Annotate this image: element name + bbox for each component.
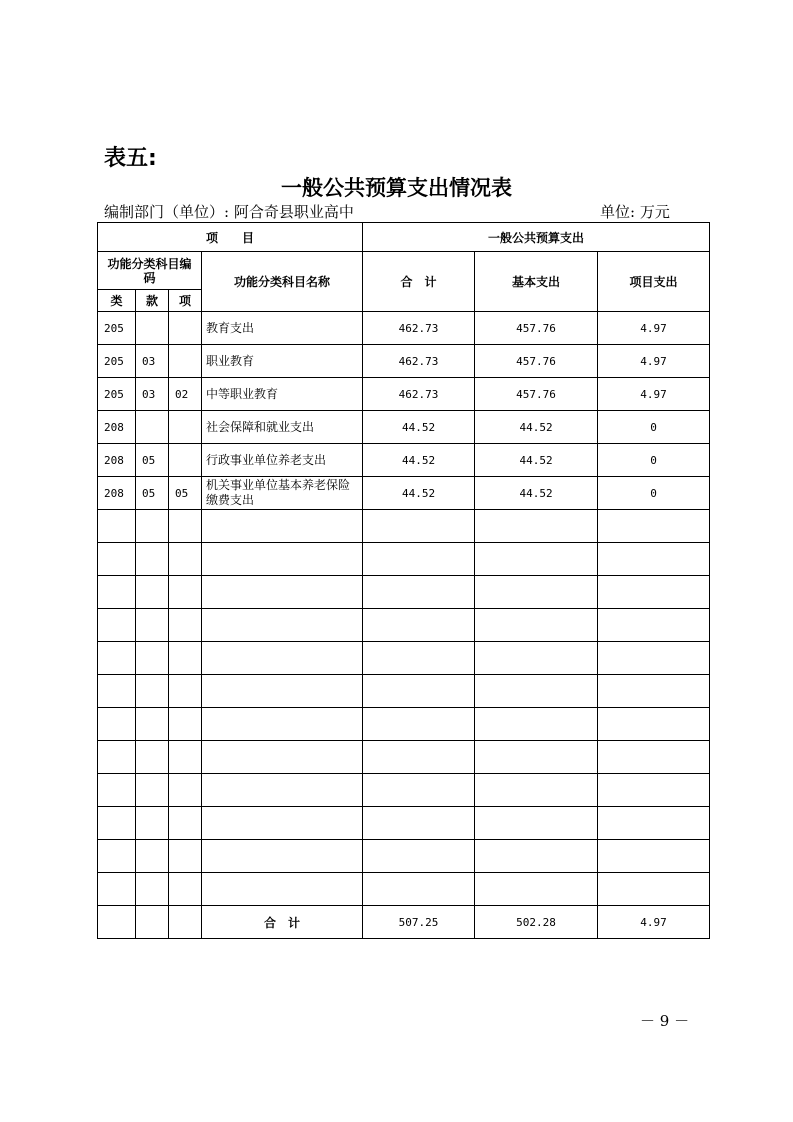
empty-cell <box>202 576 363 609</box>
table-row <box>98 312 710 345</box>
empty-cell <box>169 741 202 774</box>
empty-cell <box>136 873 169 906</box>
empty-row <box>98 840 710 873</box>
empty-cell <box>202 642 363 675</box>
table-row <box>98 444 710 477</box>
empty-cell <box>98 807 136 840</box>
basic-cell: 44.52 <box>475 411 598 444</box>
empty-cell <box>475 708 598 741</box>
empty-cell <box>475 675 598 708</box>
empty-cell <box>169 510 202 543</box>
empty-cell <box>169 675 202 708</box>
empty-cell <box>202 807 363 840</box>
empty-cell <box>475 741 598 774</box>
lei-cell: 208 <box>98 477 136 510</box>
empty-cell <box>202 675 363 708</box>
project-header: 项 目 <box>98 223 363 252</box>
prepared-by: 编制部门（单位）: 阿合奇县职业高中 <box>104 203 354 221</box>
empty-cell <box>169 774 202 807</box>
empty-cell <box>363 708 475 741</box>
kuan-cell <box>136 312 169 345</box>
func-name-cell: 职业教育 <box>202 345 363 378</box>
empty-cell <box>98 741 136 774</box>
project-exp-header: 项目支出 <box>598 252 710 312</box>
lei-cell: 205 <box>98 378 136 411</box>
project-cell: 0 <box>598 477 710 510</box>
total-header: 合 计 <box>363 252 475 312</box>
empty-cell <box>202 708 363 741</box>
empty-cell <box>475 774 598 807</box>
empty-cell <box>202 741 363 774</box>
empty-cell <box>475 840 598 873</box>
empty-cell <box>136 840 169 873</box>
empty-cell <box>169 807 202 840</box>
empty-cell <box>598 741 710 774</box>
unit-label: 单位: 万元 <box>600 203 670 221</box>
empty-cell <box>475 642 598 675</box>
empty-row <box>98 873 710 906</box>
total-cell: 462.73 <box>363 312 475 345</box>
xiang-header: 项 <box>169 290 202 312</box>
xiang-cell <box>169 411 202 444</box>
total-cell: 44.52 <box>363 477 475 510</box>
empty-cell <box>598 708 710 741</box>
project-cell: 4.97 <box>598 378 710 411</box>
empty-row <box>98 576 710 609</box>
empty-cell <box>598 543 710 576</box>
empty-cell <box>598 609 710 642</box>
empty-cell <box>169 708 202 741</box>
empty-cell <box>598 675 710 708</box>
xiang-cell <box>169 345 202 378</box>
xiang-cell <box>169 312 202 345</box>
table-label: 表五: <box>104 146 157 171</box>
empty-cell <box>136 708 169 741</box>
table-row <box>98 411 710 444</box>
empty-cell <box>598 774 710 807</box>
empty-cell <box>202 873 363 906</box>
empty-cell <box>136 576 169 609</box>
empty-cell <box>98 774 136 807</box>
basic-cell: 457.76 <box>475 312 598 345</box>
empty-cell <box>598 642 710 675</box>
empty-cell <box>363 873 475 906</box>
basic-cell: 44.52 <box>475 477 598 510</box>
empty-cell <box>98 708 136 741</box>
empty-cell <box>598 807 710 840</box>
func-name-cell: 社会保障和就业支出 <box>202 411 363 444</box>
empty-cell <box>363 840 475 873</box>
func-name-cell: 机关事业单位基本养老保险缴费支出 <box>202 477 363 510</box>
empty-cell <box>363 609 475 642</box>
summary-row <box>98 906 710 939</box>
func-code-header: 功能分类科目编码 <box>98 252 202 290</box>
empty-cell <box>136 807 169 840</box>
empty-cell <box>475 510 598 543</box>
empty-cell <box>136 906 169 939</box>
empty-cell <box>475 807 598 840</box>
func-name-cell: 中等职业教育 <box>202 378 363 411</box>
table-row <box>98 345 710 378</box>
total-cell: 44.52 <box>363 444 475 477</box>
empty-cell <box>136 609 169 642</box>
empty-row <box>98 543 710 576</box>
kuan-header: 款 <box>136 290 169 312</box>
total-cell: 44.52 <box>363 411 475 444</box>
empty-cell <box>136 774 169 807</box>
empty-cell <box>475 576 598 609</box>
empty-cell <box>598 576 710 609</box>
empty-cell <box>475 609 598 642</box>
page-number: － 9 － <box>640 1012 690 1030</box>
empty-cell <box>363 543 475 576</box>
empty-cell <box>98 543 136 576</box>
empty-row <box>98 774 710 807</box>
header-row-2 <box>98 252 710 290</box>
empty-cell <box>169 576 202 609</box>
summary-project: 4.97 <box>598 906 710 939</box>
empty-cell <box>363 774 475 807</box>
empty-cell <box>136 510 169 543</box>
xiang-cell <box>169 444 202 477</box>
kuan-cell: 03 <box>136 378 169 411</box>
lei-cell: 208 <box>98 444 136 477</box>
summary-label: 合 计 <box>202 906 363 939</box>
empty-cell <box>169 543 202 576</box>
kuan-cell: 05 <box>136 477 169 510</box>
total-cell: 462.73 <box>363 378 475 411</box>
empty-row <box>98 675 710 708</box>
empty-cell <box>169 609 202 642</box>
empty-cell <box>98 576 136 609</box>
project-cell: 0 <box>598 444 710 477</box>
budget-table <box>97 222 710 939</box>
empty-row <box>98 510 710 543</box>
summary-basic: 502.28 <box>475 906 598 939</box>
table-row <box>98 477 710 510</box>
empty-cell <box>202 774 363 807</box>
empty-cell <box>136 741 169 774</box>
project-cell: 0 <box>598 411 710 444</box>
empty-cell <box>202 840 363 873</box>
empty-cell <box>98 873 136 906</box>
empty-cell <box>136 642 169 675</box>
empty-cell <box>475 873 598 906</box>
empty-row <box>98 741 710 774</box>
project-cell: 4.97 <box>598 345 710 378</box>
func-name-header: 功能分类科目名称 <box>202 252 363 312</box>
basic-header: 基本支出 <box>475 252 598 312</box>
lei-cell: 208 <box>98 411 136 444</box>
kuan-cell: 03 <box>136 345 169 378</box>
basic-cell: 457.76 <box>475 378 598 411</box>
empty-cell <box>98 642 136 675</box>
empty-cell <box>202 510 363 543</box>
table-row <box>98 378 710 411</box>
empty-cell <box>475 543 598 576</box>
empty-cell <box>169 873 202 906</box>
empty-cell <box>202 543 363 576</box>
lei-cell: 205 <box>98 345 136 378</box>
empty-cell <box>98 906 136 939</box>
empty-cell <box>598 510 710 543</box>
func-name-cell: 教育支出 <box>202 312 363 345</box>
empty-cell <box>98 609 136 642</box>
header-row-1 <box>98 223 710 252</box>
empty-cell <box>169 840 202 873</box>
empty-cell <box>363 675 475 708</box>
lei-header: 类 <box>98 290 136 312</box>
empty-row <box>98 708 710 741</box>
total-cell: 462.73 <box>363 345 475 378</box>
empty-row <box>98 642 710 675</box>
empty-cell <box>363 807 475 840</box>
summary-total: 507.25 <box>363 906 475 939</box>
empty-cell <box>598 873 710 906</box>
page-title: 一般公共预算支出情况表 <box>281 176 512 200</box>
empty-cell <box>598 840 710 873</box>
empty-cell <box>363 510 475 543</box>
empty-cell <box>98 675 136 708</box>
empty-cell <box>136 543 169 576</box>
empty-cell <box>169 906 202 939</box>
empty-row <box>98 609 710 642</box>
general-budget-header: 一般公共预算支出 <box>363 223 710 252</box>
empty-cell <box>363 576 475 609</box>
basic-cell: 44.52 <box>475 444 598 477</box>
project-cell: 4.97 <box>598 312 710 345</box>
kuan-cell <box>136 411 169 444</box>
xiang-cell: 05 <box>169 477 202 510</box>
empty-row <box>98 807 710 840</box>
empty-cell <box>136 675 169 708</box>
lei-cell: 205 <box>98 312 136 345</box>
kuan-cell: 05 <box>136 444 169 477</box>
empty-cell <box>202 609 363 642</box>
empty-cell <box>98 840 136 873</box>
empty-cell <box>169 642 202 675</box>
empty-cell <box>98 510 136 543</box>
empty-cell <box>363 741 475 774</box>
basic-cell: 457.76 <box>475 345 598 378</box>
empty-cell <box>363 642 475 675</box>
func-name-cell: 行政事业单位养老支出 <box>202 444 363 477</box>
xiang-cell: 02 <box>169 378 202 411</box>
